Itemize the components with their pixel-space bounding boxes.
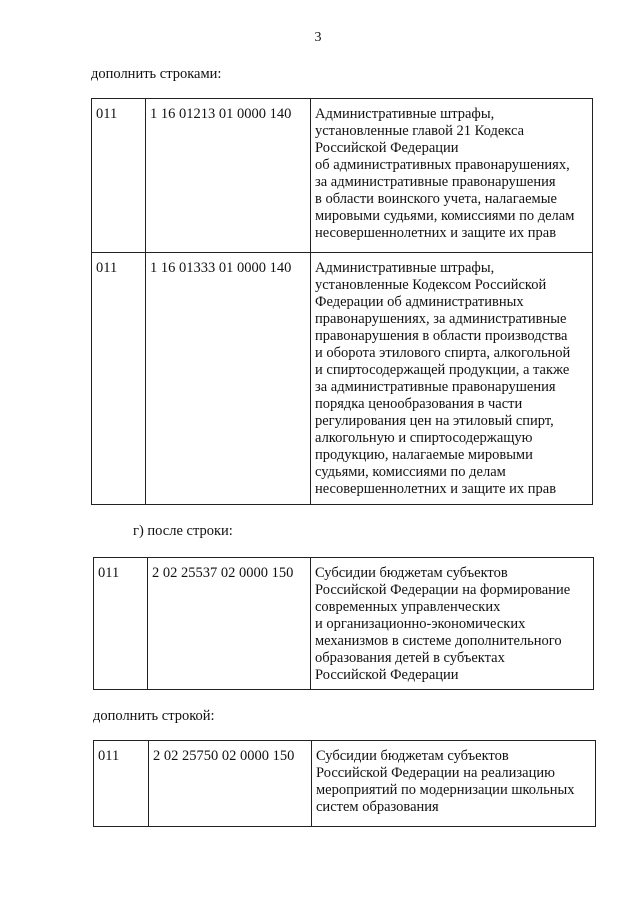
caption-after-row: г) после строки: [133,523,233,539]
description-line: в области воинского учета, налагаемые [315,191,557,207]
description-line: несовершеннолетних и защите их прав [315,481,557,497]
description-line: судьями, комиссиями по делам [315,464,506,480]
description-line: Российской Федерации на реализацию [316,765,555,781]
description-line: за административные правонарушения [315,379,556,395]
description-cell [311,99,593,253]
description-line: алкогольную и спиртосодержащую [315,430,533,446]
description-line: продукцию, налагаемые мировыми [315,447,533,463]
page-number: 3 [314,30,322,45]
description-line: Российской Федерации на формирование [315,582,571,598]
description-line: мероприятий по модернизации школьных [316,782,575,798]
table-row [92,253,593,505]
caption-add-rows: дополнить строками: [91,66,222,82]
description-line: об административных правонарушениях, [315,157,570,173]
description-line: Российской Федерации [315,140,459,156]
budget-code-cell: 1 16 01333 01 0000 140 [146,253,311,505]
description-line: Федерации об административных [315,294,524,310]
admin-code-cell: 011 [92,253,146,505]
admin-code-cell: 011 [92,99,146,253]
description-line: механизмов в системе дополнительного [315,633,562,649]
description-cell [311,558,594,690]
description-cell [311,253,593,505]
description-line: установленные главой 21 Кодекса [315,123,525,139]
table-row [94,558,594,690]
budget-table-1 [91,98,593,505]
description-line: Субсидии бюджетам субъектов [316,748,509,764]
description-line: несовершеннолетних и защите их прав [315,225,557,241]
description-line: Административные штрафы, [315,260,495,276]
description-cell [312,741,596,827]
description-line: порядка ценообразования в части [315,396,523,412]
description-line: Административные штрафы, [315,106,495,122]
description-line: и организационно-экономических [315,616,526,632]
budget-table-3 [93,740,596,827]
description-line: современных управленческих [315,599,501,615]
description-line: правонарушения в области производства [315,328,568,344]
budget-code-cell: 1 16 01213 01 0000 140 [146,99,311,253]
budget-code-cell: 2 02 25750 02 0000 150 [149,741,312,827]
budget-code-cell: 2 02 25537 02 0000 150 [148,558,311,690]
description-line: и спиртосодержащей продукции, а также [315,362,570,378]
description-line: регулирования цен на этиловый спирт, [315,413,554,429]
admin-code-cell: 011 [94,558,148,690]
description-line: систем образования [316,799,439,815]
admin-code-cell: 011 [94,741,149,827]
description-line: и оборота этилового спирта, алкогольной [315,345,571,361]
description-line: правонарушениях, за административные [315,311,567,327]
description-line: Российской Федерации [315,667,459,683]
table-row [94,741,596,827]
description-line: установленные Кодексом Российской [315,277,547,293]
table-row [92,99,593,253]
budget-table-2 [93,557,594,690]
description-line: за административные правонарушения [315,174,556,190]
description-line: образования детей в субъектах [315,650,505,666]
caption-add-row: дополнить строкой: [93,708,215,724]
description-line: мировыми судьями, комиссиями по делам [315,208,575,224]
description-line: Субсидии бюджетам субъектов [315,565,508,581]
